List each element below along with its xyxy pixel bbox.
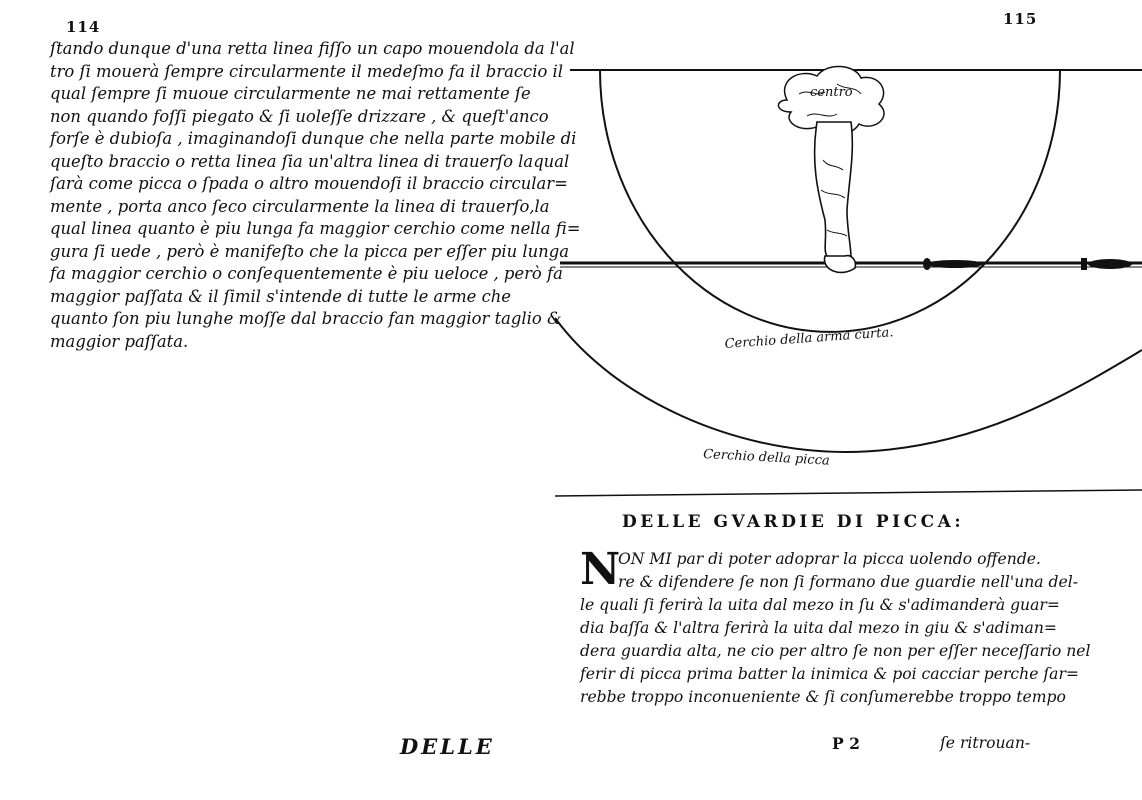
section-title: DELLE GVARDIE DI PICCA: (622, 512, 965, 532)
short-circle-label: Cerchio della arma curta. (724, 325, 894, 352)
text-line: mente , porta anco ſeco circularmente la linea di trauerſo,la (50, 196, 550, 216)
catchword-left: DELLE (400, 734, 495, 759)
text-line: fa maggior cerchio o conſequentemente è piu ueloce , però fa (50, 264, 563, 283)
center-label: centro (810, 85, 853, 100)
text-line: quanto ſon piu lunghe moſſe dal braccio fan maggior taglio & (50, 309, 562, 328)
text-line: rebbe troppo inconueniente & ſi conſumerebbe troppo tempo (580, 688, 1066, 706)
text-line: ſtando dunque d'una retta linea fiſſo un capo mouendola da l'al (50, 39, 575, 58)
figure-illustration (555, 60, 1142, 505)
frame-bottom-line (555, 490, 1142, 496)
text-line: tro ſi mouerà ſempre circularmente il medeſmo fa il braccio il (50, 61, 564, 81)
text-line: qual ſempre ſi muoue circularmente ne mai rettamente ſe (50, 84, 531, 103)
text-line: dera guardia alta, ne cio per altro ſe non per eſſer neceſſario nel (580, 642, 1091, 660)
text-line: ON MI par di poter adoprar la picca uolendo offende. (618, 550, 1041, 568)
text-line: maggior paſſata. (50, 331, 189, 351)
signature-mark: P 2 (832, 734, 861, 753)
text-line: re & difendere ſe non ſi formano due guardie nell'una del- (618, 573, 1079, 591)
drop-cap: N (580, 544, 621, 595)
text-line: le quali ſi ferirà la uita dal mezo in ſu & s'adimanderà guar= (580, 596, 1060, 614)
text-line: non quando foſſi piegato & ſi uoleſſe drizzare , & queſt'anco (50, 106, 549, 126)
text-line: queſto braccio o retta linea ſia un'altra linea di trauerſo laqual (50, 151, 570, 171)
right-page-body (580, 544, 1125, 709)
pike-head-inner (923, 258, 983, 270)
left-page-body (50, 38, 581, 353)
text-line: ferir di picca prima batter la inimica & poi cacciar perche ſar= (580, 665, 1079, 683)
pike-circle-label: Cerchio della picca (702, 447, 831, 469)
text-line: dia baſſa & l'altra ferirà la uita dal mezo in giu & s'adiman= (580, 619, 1057, 637)
pike-head-outer (1081, 258, 1132, 270)
text-line: qual linea quanto è piu lunga fa maggior cerchio come nella fi= (50, 219, 581, 238)
catchword-right: ſe ritrouan- (940, 734, 1031, 752)
circle-figure (555, 60, 1142, 505)
text-line: forſe è dubioſa , imaginandoſi dunque che nella parte mobile di (50, 129, 577, 148)
text-line: maggior paſſata & il ſimil s'intende di tutte le arme che (50, 286, 512, 306)
page-number-left: 114 (66, 18, 101, 36)
text-line: gura ſi uede , però è manifeſto che la picca per eſſer piu lunga (50, 241, 569, 261)
text-line: ſarà come picca o ſpada o altro mouendoſi il braccio circular= (50, 174, 568, 193)
page-number-right: 115 (1003, 10, 1038, 28)
arm-illustration (815, 122, 856, 272)
